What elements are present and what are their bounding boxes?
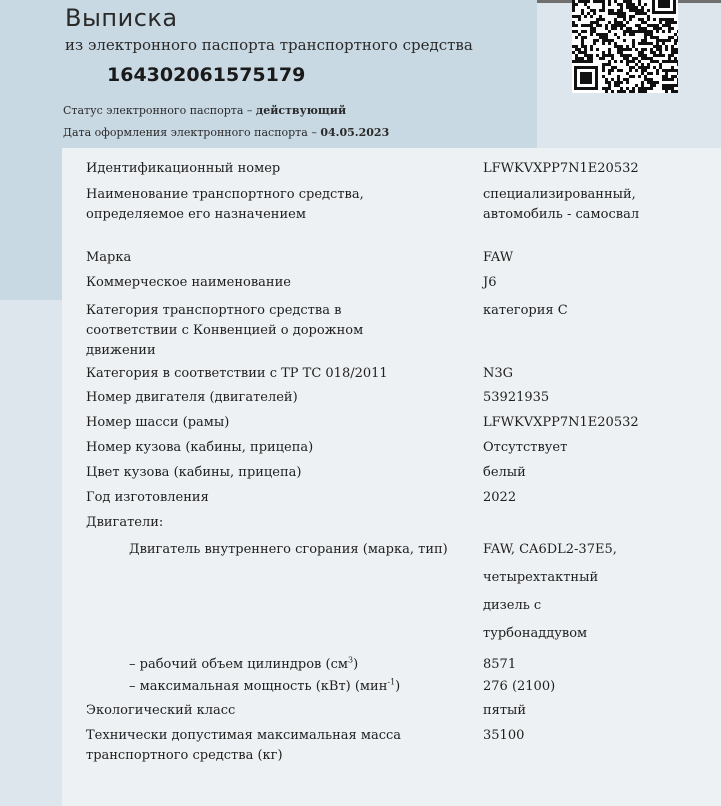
ice-value-line2: четырехтактный bbox=[483, 570, 599, 585]
commercial-name-value: J6 bbox=[483, 275, 497, 290]
category-label-line1: Категория транспортного средства в bbox=[86, 303, 342, 318]
max-mass-value: 35100 bbox=[483, 728, 525, 743]
ice-value-line3: дизель с bbox=[483, 598, 542, 613]
status-line bbox=[63, 104, 346, 117]
status-label: Статус электронного паспорта – bbox=[63, 104, 256, 117]
max-power-label-end: ) bbox=[395, 679, 401, 694]
vehicle-name-label-line2: определяемое его назначением bbox=[86, 207, 306, 222]
year-value: 2022 bbox=[483, 490, 517, 505]
category-label-line2: соответствии с Конвенцией о дорожном bbox=[86, 323, 364, 338]
document-subtitle: из электронного паспорта транспортного средства bbox=[65, 36, 473, 54]
category-value: категория С bbox=[483, 303, 568, 318]
cylinder-volume-label-end: ) bbox=[353, 657, 359, 672]
vin-value: LFWKVXPP7N1E20532 bbox=[483, 161, 639, 176]
eco-class-value: пятый bbox=[483, 703, 527, 718]
max-power-sup: -1 bbox=[387, 677, 396, 687]
document-title: Выписка bbox=[65, 4, 178, 32]
engine-number-label: Номер двигателя (двигателей) bbox=[86, 390, 298, 405]
body-number-label: Номер кузова (кабины, прицепа) bbox=[86, 440, 314, 455]
date-line bbox=[63, 126, 389, 139]
max-mass-label-line1: Технически допустимая максимальная масса bbox=[86, 728, 402, 743]
cylinder-volume-label-text: – рабочий объем цилиндров (см bbox=[129, 657, 348, 672]
max-power-label-text: – максимальная мощность (кВт) (мин bbox=[129, 679, 388, 694]
qr-code-icon bbox=[572, 0, 678, 93]
cylinder-volume-label bbox=[129, 655, 358, 675]
engine-number-value: 53921935 bbox=[483, 390, 550, 405]
max-power-value: 276 (2100) bbox=[483, 679, 556, 694]
ice-value-line1: FAW, CA6DL2-37E5, bbox=[483, 542, 617, 557]
date-value: 04.05.2023 bbox=[320, 126, 390, 139]
engines-heading: Двигатели: bbox=[86, 515, 164, 530]
ice-value-line4: турбонаддувом bbox=[483, 626, 588, 641]
chassis-number-value: LFWKVXPP7N1E20532 bbox=[483, 415, 639, 430]
brand-label: Марка bbox=[86, 250, 132, 265]
ice-label: Двигатель внутреннего сгорания (марка, тип) bbox=[129, 542, 448, 557]
brand-value: FAW bbox=[483, 250, 514, 265]
vehicle-name-label-line1: Наименование транспортного средства, bbox=[86, 187, 364, 202]
commercial-name-label: Коммерческое наименование bbox=[86, 275, 291, 290]
chassis-number-label: Номер шасси (рамы) bbox=[86, 415, 230, 430]
left-accent-strip bbox=[0, 148, 62, 300]
tr-category-value: N3G bbox=[483, 366, 514, 381]
cylinder-volume-value: 8571 bbox=[483, 657, 517, 672]
passport-number: 164302061575179 bbox=[107, 64, 306, 86]
tr-category-label: Категория в соответствии с ТР ТС 018/2011 bbox=[86, 366, 388, 381]
status-value: действующий bbox=[255, 104, 347, 117]
category-label-line3: движении bbox=[86, 343, 156, 358]
cylinder-volume-sup: 3 bbox=[347, 655, 354, 665]
year-label: Год изготовления bbox=[86, 490, 209, 505]
body-color-label: Цвет кузова (кабины, прицепа) bbox=[86, 465, 302, 480]
body-color-value: белый bbox=[483, 465, 526, 480]
eco-class-label: Экологический класс bbox=[86, 703, 236, 718]
body-number-value: Отсутствует bbox=[483, 440, 568, 455]
vin-label: Идентификационный номер bbox=[86, 161, 281, 176]
date-label: Дата оформления электронного паспорта – bbox=[63, 126, 321, 139]
max-mass-label-line2: транспортного средства (кг) bbox=[86, 748, 283, 763]
vehicle-name-value-line2: автомобиль - самосвал bbox=[483, 207, 640, 222]
vehicle-name-value-line1: специализированный, bbox=[483, 187, 636, 202]
max-power-label bbox=[129, 677, 400, 697]
